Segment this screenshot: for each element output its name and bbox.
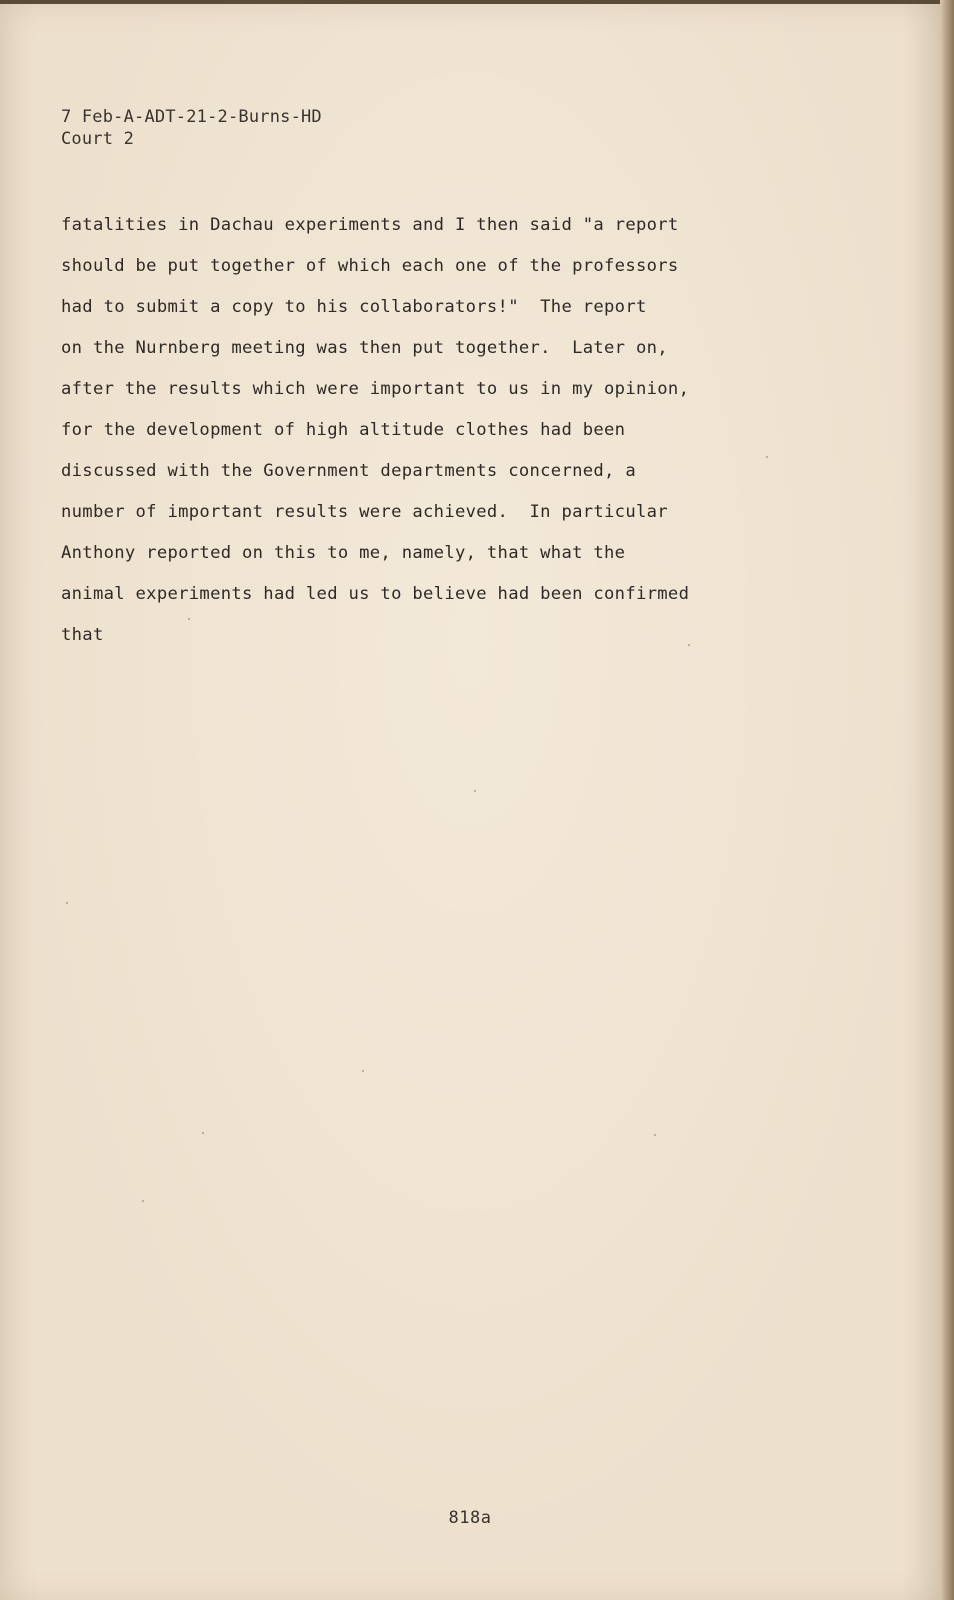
page-number: 818a <box>448 1508 492 1528</box>
body-line: after the results which were important to us in my opinion, <box>61 379 690 399</box>
body-line: on the Nurnberg meeting was then put together. Later on, <box>61 338 668 358</box>
paper-speck <box>362 1070 364 1072</box>
paper-speck <box>474 790 476 792</box>
body-line: should be put together of which each one of the professors <box>61 256 679 276</box>
paper-speck <box>766 456 768 458</box>
header-court: Court 2 <box>61 129 135 149</box>
body-line: Anthony reported on this to me, namely, that what the <box>61 543 626 563</box>
paper-speck <box>66 902 68 904</box>
body-line: fatalities in Dachau experiments and I then said "a report <box>61 215 679 235</box>
paper-speck <box>142 1200 144 1202</box>
transcript-body <box>61 205 821 656</box>
paper-speck <box>688 644 690 646</box>
body-line: for the development of high altitude clothes had been <box>61 420 626 440</box>
body-line: discussed with the Government departments concerned, a <box>61 461 636 481</box>
body-line: that <box>61 625 104 645</box>
body-line: number of important results were achieved. In particular <box>61 502 668 522</box>
paper-speck <box>188 618 190 620</box>
body-line: animal experiments had led us to believe had been confirmed <box>61 584 690 604</box>
body-line: had to submit a copy to his collaborators!" The report <box>61 297 647 317</box>
document-header <box>61 106 322 150</box>
scan-right-edge <box>940 0 954 1600</box>
header-reference: 7 Feb-A-ADT-21-2-Burns-HD <box>61 107 322 127</box>
document-page <box>0 4 940 1600</box>
paper-speck <box>202 1132 204 1134</box>
paper-speck <box>654 1134 656 1136</box>
